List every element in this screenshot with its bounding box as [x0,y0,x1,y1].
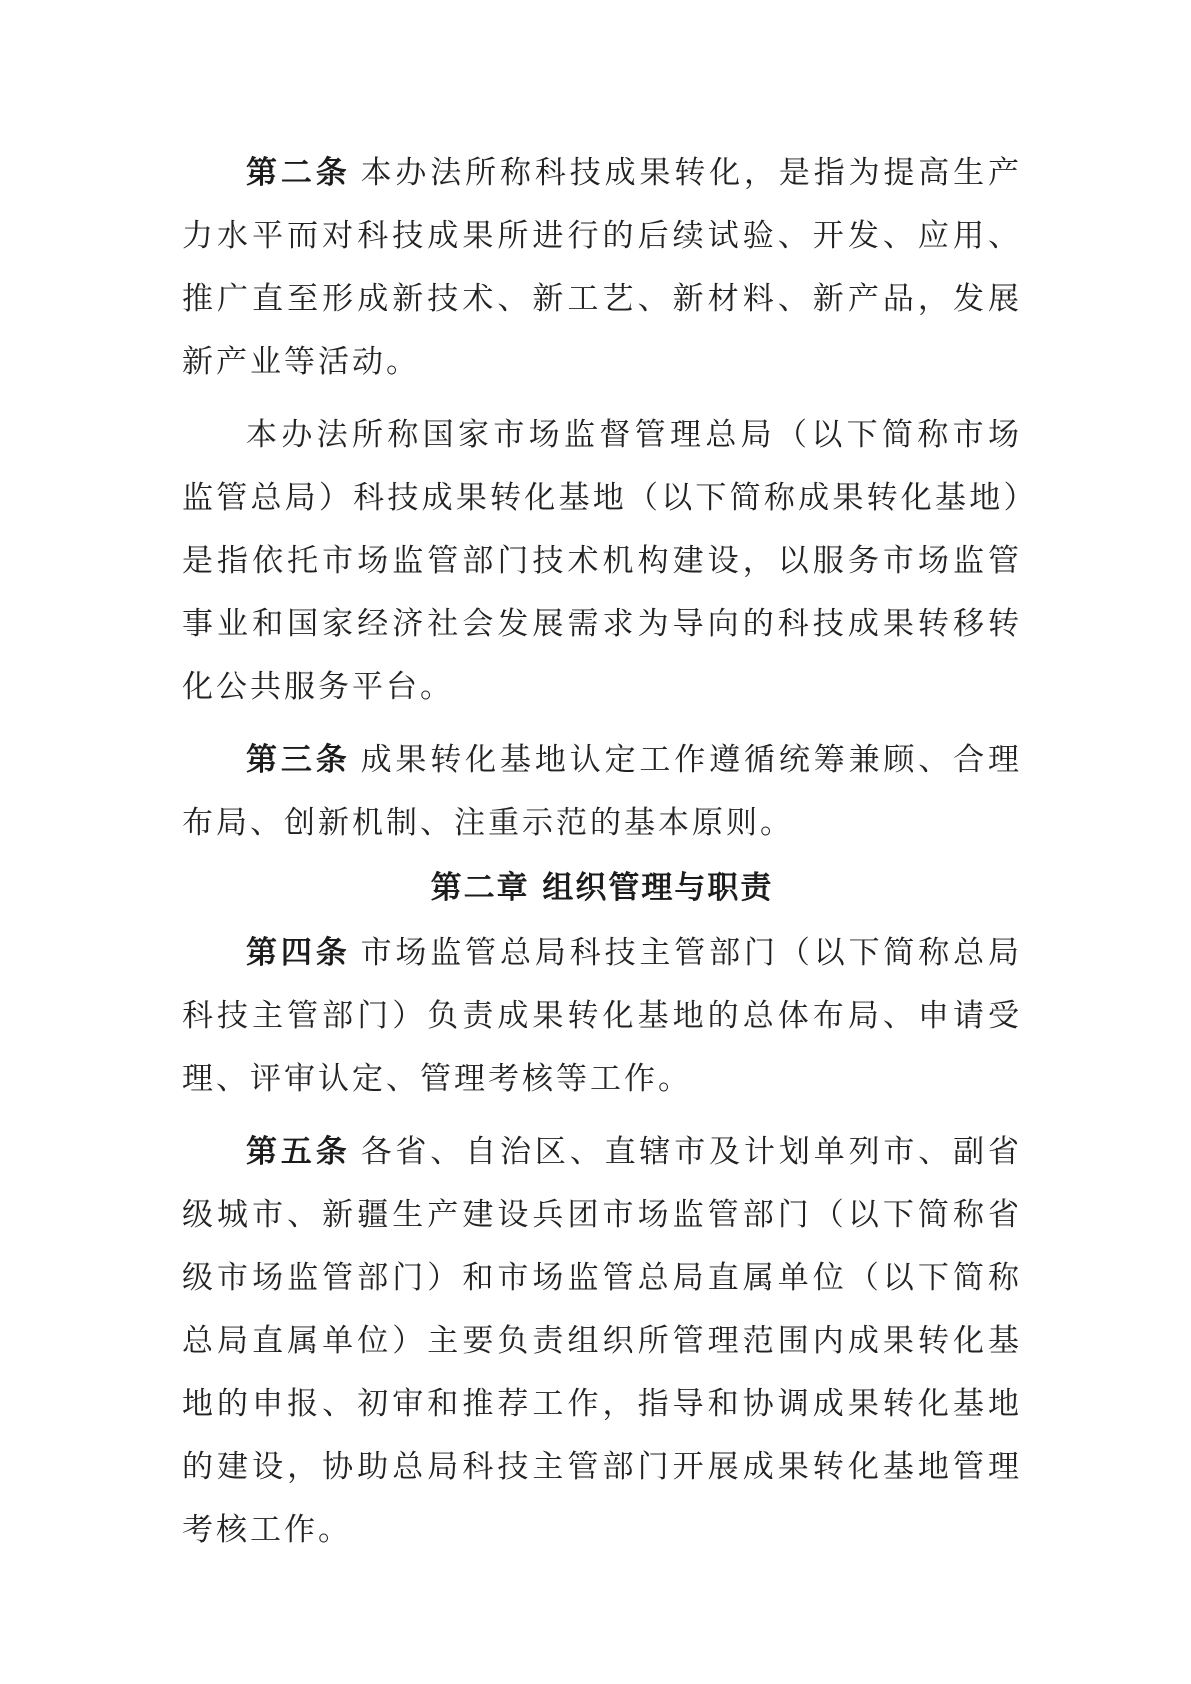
article-5-paragraph [182,1121,1022,1562]
article-number: 第二条 [246,155,351,191]
article-text: 市场监管总局科技主管部门（以下简称总局科技主管部门）负责成果转化基地的总体布局、申请受理、评审认定、管理考核等工作。 [182,935,1023,1097]
article-text: 成果转化基地认定工作遵循统筹兼顾、合理布局、创新机制、注重示范的基本原则。 [182,742,1023,841]
article-4-paragraph [182,922,1022,1111]
article-2-continuation-paragraph [182,404,1022,719]
article-number: 第五条 [246,1134,351,1170]
article-2-paragraph [182,142,1022,394]
chapter-heading: 第二章 组织管理与职责 [430,870,774,906]
article-text: 各省、自治区、直辖市及计划单列市、副省级城市、新疆生产建设兵团市场监管部门（以下简称省级市场监管部门）和市场监管总局直属单位（以下简称总局直属单位）主要负责组织所管理范围内成果转化基地的申报、初审和推荐工作，指导和协调成果转化基地的建设，协助总局科技主管部门开展成果转化基地管理考核工作。 [182,1134,1023,1548]
document-body [182,142,1022,1562]
article-number: 第三条 [246,742,351,778]
article-number: 第四条 [246,935,351,971]
article-3-paragraph [182,729,1022,855]
article-text: 本办法所称国家市场监督管理总局（以下简称市场监管总局）科技成果转化基地（以下简称成果转化基地）是指依托市场监管部门技术机构建设，以服务市场监管事业和国家经济社会发展需求为导向的科技成果转移转化公共服务平台。 [182,417,1022,705]
article-text: 本办法所称科技成果转化，是指为提高生产力水平而对科技成果所进行的后续试验、开发、应用、推广直至形成新技术、新工艺、新材料、新产品，发展新产业等活动。 [182,155,1023,380]
